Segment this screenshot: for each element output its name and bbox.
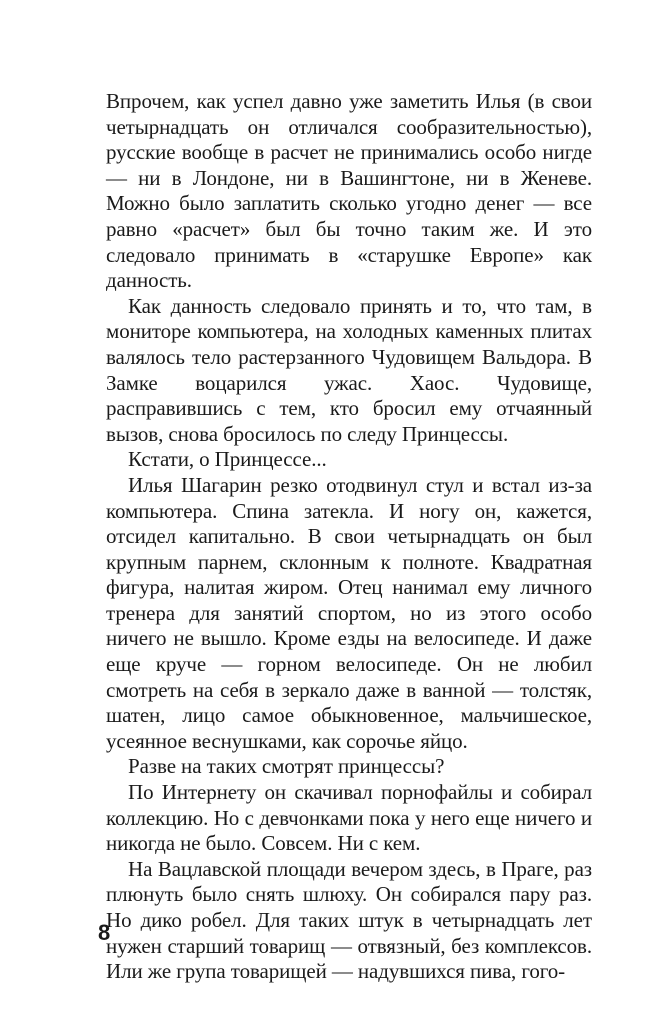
paragraph-2: Как данность следовало принять и то, что там, в мониторе компьютера, на холодных каменных плитах валялось тело растерзанного Чудовищем Вальдора. В Замке воцарился ужас. Хаос. Чудовище, расправившись с тем, кто бросил ему отчаянный вызов, снова бросилось по следу Принцессы.	[106, 293, 592, 446]
paragraph-1: Впрочем, как успел давно уже заметить Илья (в свои четырнадцать он отличался сообразительностью), русские вообще в расчет не принимались особо нигде — ни в Лондоне, ни в Вашингтоне, ни в Женеве. Можно было заплатить сколько угодно денег — все равно «расчет» был бы точно таким же. И это следовало принимать в «старушке Европе» как данность.	[106, 89, 592, 293]
paragraph-6: По Интернету он скачивал порнофайлы и собирал коллекцию. Но с девчонками пока у него еще ничего и никогда не было. Совсем. Ни с кем.	[106, 780, 592, 856]
paragraph-5: Разве на таких смотрят принцессы?	[128, 754, 445, 779]
paragraph-3: Кстати, о Принцессе...	[128, 447, 327, 472]
paragraph-7: На Вацлавской площади вечером здесь, в Праге, раз плюнуть было снять шлюху. Он собирался пару раз. Но дико робел. Для таких штук в четырнадцать лет нужен старший товарищ — отвязный, без комплексов. Или же група товарищей — надувшихся пива, гого-	[106, 856, 592, 984]
page-number: 8	[98, 920, 111, 945]
body-text	[106, 89, 592, 985]
paragraph-4: Илья Шагарин резко отодвинул стул и встал из-за компьютера. Спина затекла. И ногу он, кажется, отсидел капитально. В свои четырнадцать он был крупным парнем, склонным к полноте. Квадратная фигура, налитая жиром. Отец нанимал ему личного тренера для занятий спортом, но из этого особо ничего не вышло. Кроме езды на велосипеде. И даже еще круче — горном велосипеде. Он не любил смотреть на себя в зеркало даже в ванной — толстяк, шатен, лицо самое обыкновенное, мальчишеское, усеянное веснушками, как сорочье яйцо.	[106, 472, 592, 753]
